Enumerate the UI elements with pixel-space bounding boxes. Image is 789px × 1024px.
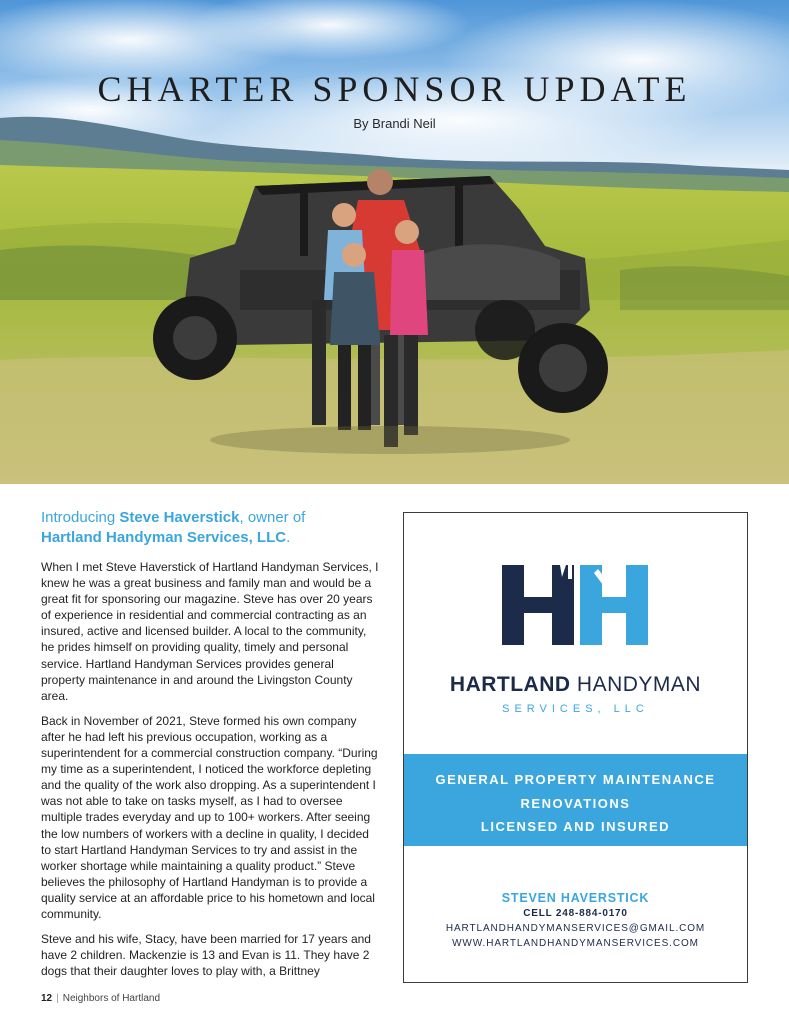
page-title: CHARTER SPONSOR UPDATE bbox=[97, 69, 692, 109]
article-column bbox=[41, 508, 381, 988]
hh-logo-icon bbox=[502, 565, 652, 645]
article-paragraph: Back in November of 2021, Steve formed his own company after he had left his previous occupation, working as a superintendent for a commercial construction company. “During my time as a superintendent, I noticed the workforce depleting and the quality of the work also dropping. As a superintendent I was not able to take on tasks myself, as I had to oversee multiple trades everyday and up to 100+ workers. After seeing the low numbers of workers with a decline in quality, I decided to start Hartland Handyman Services to try and assist in the worker shortage while maintaining a quality product.” Steve believes the philosophy of Hartland Handyman is to provide a quality service at an affordable price to his hometown and local community. bbox=[41, 713, 378, 921]
service-item: RENOVATIONS bbox=[520, 795, 631, 811]
brand-name-light: HANDYMAN bbox=[570, 673, 702, 696]
byline: By Brandi Neil bbox=[353, 116, 436, 131]
hero-photo bbox=[0, 0, 789, 484]
publication-name: Neighbors of Hartland bbox=[62, 993, 161, 1004]
intro-mid: , owner of bbox=[239, 509, 306, 526]
services-band bbox=[404, 754, 747, 846]
intro-prefix: Introducing bbox=[41, 509, 120, 526]
contact-email: HARTLANDHANDYMANSERVICES@GMAIL.COM bbox=[445, 923, 706, 934]
brand-name-bold: HARTLAND bbox=[449, 673, 571, 696]
article-paragraph: When I met Steve Haverstick of Hartland Handyman Services, I knew he was a great business and family man and would be a great fit for sponsoring our magazine. Steve has over 20 years of experience in residential and commercial contracting as an insured, active and licensed builder. A local to the community, he prides himself on providing quality, timely and personal service. Hartland Handyman Services provides general property maintenance in and around the Livingston County area. bbox=[41, 560, 379, 703]
page-number: 12 bbox=[41, 993, 53, 1004]
article-intro bbox=[41, 508, 381, 548]
footer-separator: | bbox=[56, 993, 59, 1004]
service-item: GENERAL PROPERTY MAINTENANCE bbox=[435, 772, 716, 787]
service-item: LICENSED AND INSURED bbox=[480, 819, 671, 834]
contact-block bbox=[404, 890, 747, 951]
article-paragraph: Steve and his wife, Stacy, have been married for 17 years and have 2 children. Mackenzie is 13 and Evan is 11. They have 2 dogs that their daughter loves to play with, a Brittney bbox=[41, 932, 371, 979]
brand-name bbox=[404, 673, 747, 697]
contact-name: STEVEN HAVERSTICK bbox=[501, 891, 650, 905]
contact-phone: CELL 248-884-0170 bbox=[523, 908, 628, 919]
page-footer bbox=[41, 993, 160, 1004]
intro-owner-name: Steve Haverstick bbox=[119, 509, 240, 526]
contact-website: WWW.HARTLANDHANDYMANSERVICES.COM bbox=[452, 938, 699, 949]
sponsor-ad bbox=[403, 512, 748, 983]
intro-company-name: Hartland Handyman Services, LLC bbox=[41, 529, 287, 546]
intro-end: . bbox=[286, 529, 291, 546]
brand-subtitle: SERVICES, LLC bbox=[502, 703, 649, 715]
